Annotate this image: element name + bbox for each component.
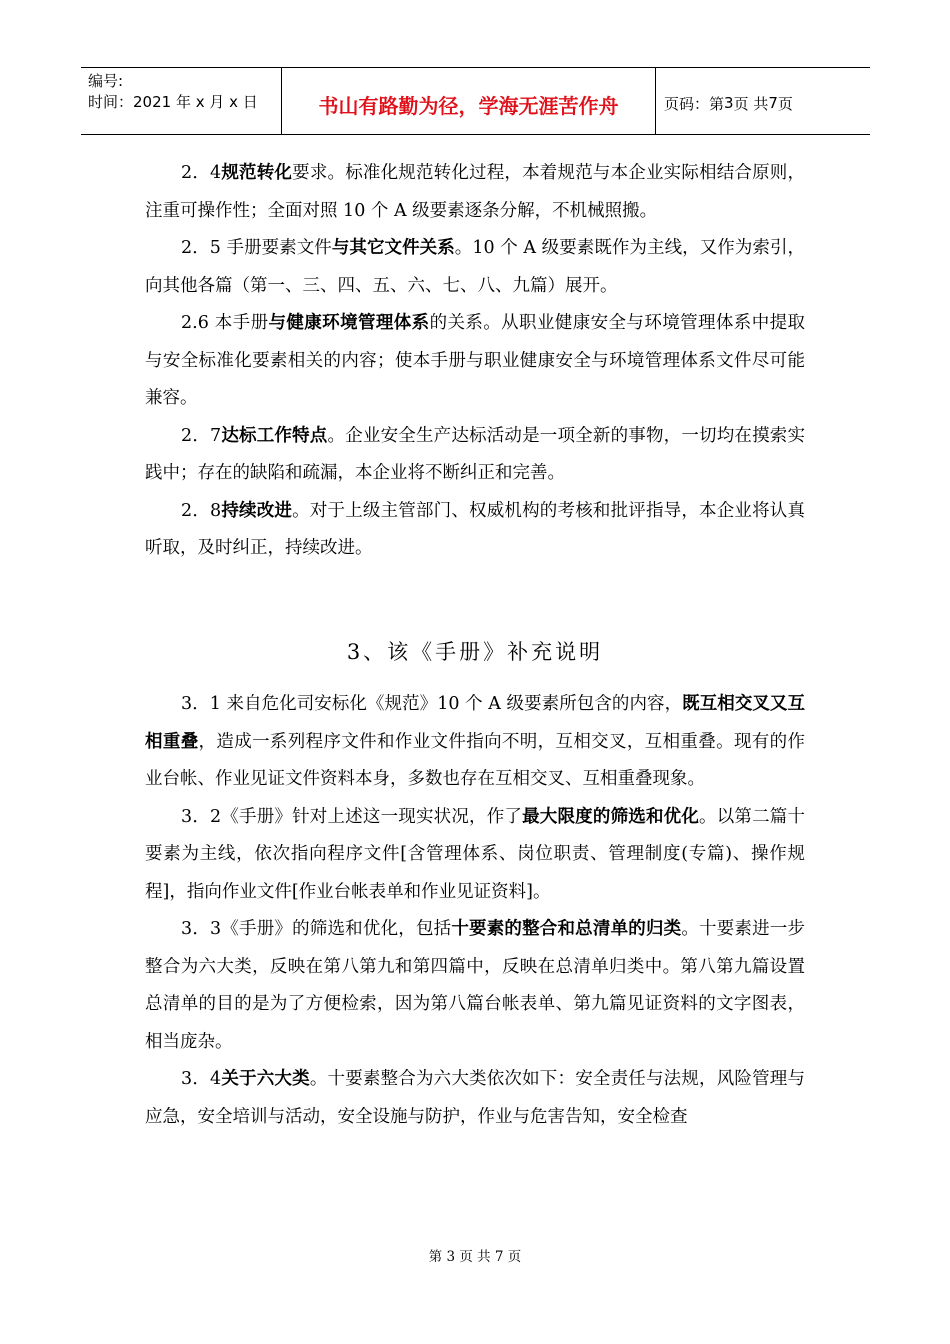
para-text: 3．3《手册》的筛选和优化，包括 [181, 919, 452, 939]
para-text: 2．7 [181, 425, 222, 446]
para-text: 。十要素进一步整合为六大类，反映在第八第九和第四篇中，反映在总清单归类中。第八第九篇设置总清单的目的是为了方便检索，因为第八篇台帐表单、第九篇见证资料的文字图表，相当庞杂。 [145, 919, 805, 1052]
para-text: 2．5 手册要素文件 [181, 238, 332, 258]
para-3-3 [145, 911, 805, 1061]
para-text: 要求。标准化规范转化过程，本着规范与本企业实际相结合原则，注重可操作性；全面对照 10 个 A 级要素逐条分解，不机械照搬。 [145, 163, 805, 221]
para-bold: 既互相交叉又互相重叠 [145, 694, 805, 752]
para-bold: 与其它文件关系 [331, 238, 455, 258]
page-mid: 页 共 [733, 94, 769, 113]
para-text: 3．4 [181, 1069, 222, 1089]
page-header [81, 67, 870, 135]
para-text: 2.6 本手册 [181, 313, 269, 333]
para-text: 3．1 来自危化司安标化《规范》10 个 A 级要素所包含的内容， [181, 694, 683, 714]
page-end: 页 [777, 94, 793, 113]
para-text: 2．4 [181, 163, 222, 183]
para-2-7 [145, 418, 805, 493]
page-number: 3 [724, 94, 734, 112]
para-3-4 [145, 1061, 805, 1136]
page-footer: 第 3 页 共 7 页 [428, 1249, 522, 1265]
para-bold: 最大限度的筛选和优化 [522, 806, 700, 827]
para-text: 2．8 [181, 500, 222, 521]
header-page-info [656, 68, 870, 134]
para-text: 。企业安全生产达标活动是一项全新的事物，一切均在摸索实践中；存在的缺陷和疏漏，本企业将不断纠正和完善。 [145, 425, 805, 483]
para-text: 的关系。从职业健康安全与环境管理体系中提取与安全标准化要素相关的内容；使本手册与职业健康安全与环境管理体系文件尽可能兼容。 [145, 313, 805, 408]
para-text: 。以第二篇十要素为主线，依次指向程序文件[含管理体系、岗位职责、管理制度(专篇)、操作规程]，指向作业文件[作业台帐表单和作业见证资料]。 [145, 806, 805, 902]
para-bold: 与健康环境管理体系 [268, 313, 430, 333]
doc-number-label: 编号: [88, 72, 124, 90]
para-bold: 达标工作特点 [221, 425, 328, 446]
para-bold: 关于六大类 [221, 1069, 310, 1089]
page-total: 7 [768, 94, 778, 112]
para-text: ，造成一系列程序文件和作业文件指向不明，互相交叉，互相重叠。现有的作业台帐、作业见证文件资料本身，多数也存在互相交叉、互相重叠现象。 [145, 731, 806, 789]
para-2-6 [145, 305, 805, 418]
para-2-8 [145, 493, 805, 568]
para-bold: 十要素的整合和总清单的归类 [451, 919, 682, 939]
para-text: 。十要素整合为六大类依次如下：安全责任与法规，风险管理与应急，安全培训与活动，安全设施与防护，作业与危害告知，安全检查 [145, 1069, 805, 1127]
para-text: 3．2《手册》针对上述这一现实状况，作了 [181, 806, 523, 827]
para-2-5 [145, 230, 805, 305]
header-meta [81, 68, 282, 134]
doc-date-label: 时间：2021 年 x 月 x 日 [88, 93, 258, 111]
para-text: 。对于上级主管部门、权威机构的考核和批评指导，本企业将认真听取，及时纠正，持续改进。 [145, 500, 805, 558]
para-3-2 [145, 799, 805, 912]
para-3-1 [145, 686, 805, 799]
section-3-title: 3、该《手册》补充说明 [346, 640, 604, 664]
section-3-body [145, 686, 805, 1136]
section-2-body [145, 155, 805, 568]
header-motto: 书山有路勤为径，学海无涯苦作舟 [282, 68, 656, 134]
para-bold: 规范转化 [221, 163, 293, 183]
para-bold: 持续改进 [221, 500, 293, 521]
page-label: 页码：第 [664, 94, 725, 113]
para-text: 。10 个 A 级要素既作为主线，又作为索引，向其他各篇（第一、三、四、五、六、七、八、九篇）展开。 [145, 238, 806, 296]
para-2-4 [145, 155, 805, 230]
